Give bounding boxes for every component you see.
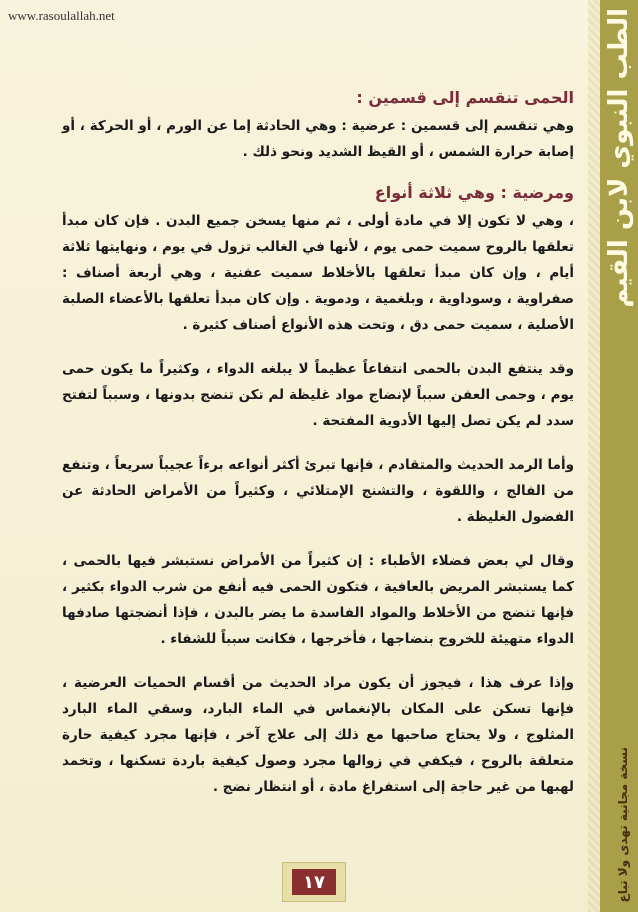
page-number-frame <box>282 862 346 902</box>
free-copy-note: نسخة مجانية تهدى ولا تباع <box>616 746 630 902</box>
paragraph: وهي تنقسم إلى قسمين : عرضية : وهي الحادثة إما عن الورم ، أو الحركة ، أو إصابة حرارة الشمس ، أو القيظ الشديد ونحو ذلك . <box>62 118 574 160</box>
site-url[interactable]: www.rasoulallah.net <box>8 8 115 23</box>
paragraph: وإذا عرف هذا ، فيجوز أن يكون مراد الحديث من أقسام الحميات العرضية ، فإنها تسكن على المكان بالإنغماس في الماء البارد، وسقي الماء البارد المثلوج ، ولا يحتاج صاحبها مع ذلك إلى علاج آخر ، فإنها مجرد كيفية حارة متعلقة بالروح ، فيكفي في زوالها مجرد وصول كيفية باردة تسكنها ، وتخمد لهبها من غير حاجة إلى استفراغ مادة ، أو انتظار نضج . <box>62 675 574 795</box>
article-body <box>62 88 574 818</box>
page-number: ١٧ <box>292 869 336 895</box>
paragraph: ، وهي لا تكون إلا في مادة أولى ، ثم منها يسخن جميع البدن . فإن كان مبدأ تعلقها بالروح سميت حمى يوم ، لأنها في الغالب تزول في يوم ، ونهايتها ثلاثة أيام ، وإن كان مبدأ تعلقها بالأخلاط سميت عفنية ، وهي أربعة أصناف : صفراوية ، وسوداوية ، وبلغمية ، ودموية . وإن كان مبدأ تعلقها بالأعضاء الصلبة الأصلية ، سميت حمى دق ، وتحت هذه الأنواع أصناف كثيرة . <box>62 213 574 333</box>
section-heading-fever-types: الحمى تنقسم إلى قسمين : <box>356 88 574 107</box>
paragraph: وقال لي بعض فضلاء الأطباء : إن كثيراً من الأمراض نستبشر فيها بالحمى ، كما يستبشر المريض بالعافية ، فتكون الحمى فيه أنفع من شرب الدواء بكثير ، فإنها تنضج من الأخلاط والمواد الفاسدة ما يضر بالبدن ، فإذا أنضجتها صادفها الدواء متهيئة للخروج بنضاجها ، فأخرجها ، فكانت سبباً للشفاء . <box>62 553 574 647</box>
book-title: الطب النبوي لابن القيم <box>604 8 634 308</box>
paragraph: وأما الرمد الحديث والمتقادم ، فإنها تبرئ أكثر أنواعه برءاً عجيباً سريعاً ، وتنفع من الفالج ، واللقوة ، والتشنج الإمتلائي ، وكثيراً من الأمراض الحادثة عن الفضول الغليظة . <box>62 457 574 525</box>
sidebar-pattern <box>588 0 600 912</box>
section-heading-disease-types: ومرضية : وهي ثلاثة أنواع <box>374 183 574 202</box>
sidebar <box>600 0 638 912</box>
paragraph: وقد ينتفع البدن بالحمى انتفاعاً عظيماً لا يبلغه الدواء ، وكثيراً ما يكون حمى يوم ، وحمى العفن سبباً لإنضاج مواد غليظة لم تكن تنضج بدونها ، وسبباً لتفتح سدد لم يكن تصل إليها الأدوية المفتحة . <box>62 361 574 429</box>
